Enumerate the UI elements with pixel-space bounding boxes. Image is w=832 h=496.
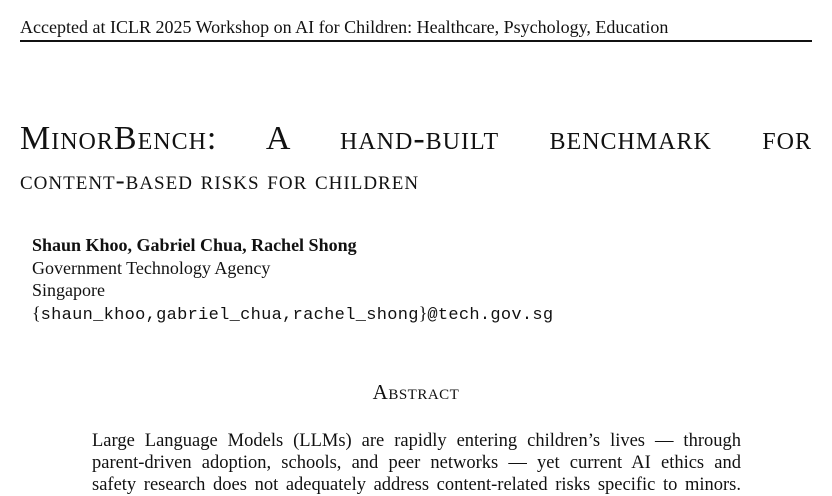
email-domain: @tech.gov.sg: [427, 306, 554, 325]
author-organization: Government Technology Agency: [32, 258, 271, 278]
email-brace-open: {: [32, 303, 41, 323]
running-header: Accepted at ICLR 2025 Workshop on AI for Children: Healthcare, Psychology, Education: [20, 17, 669, 37]
author-emails[interactable]: [32, 302, 553, 327]
author-names: Shaun Khoo, Gabriel Chua, Rachel Shong: [32, 235, 357, 255]
header-rule: [20, 40, 812, 42]
abstract-heading: Abstract: [372, 380, 460, 404]
author-location: Singapore: [32, 280, 105, 300]
paper-title-line-2: content-based risks for children: [20, 165, 420, 195]
email-brace-close: }: [418, 303, 428, 323]
email-usernames: shaun_khoo,gabriel_chua,rachel_shong: [40, 306, 419, 325]
abstract-line: parent-driven adoption, schools, and peer networks — yet current AI ethics and: [92, 453, 741, 473]
abstract-line: Large Language Models (LLMs) are rapidly entering children’s lives — through: [92, 431, 741, 451]
paper-title-line-1: MinorBench: A hand-built benchmark for: [20, 120, 812, 157]
abstract-line: safety research does not adequately address content-related risks specific to minors.: [92, 475, 741, 495]
abstract-body: [92, 430, 741, 496]
